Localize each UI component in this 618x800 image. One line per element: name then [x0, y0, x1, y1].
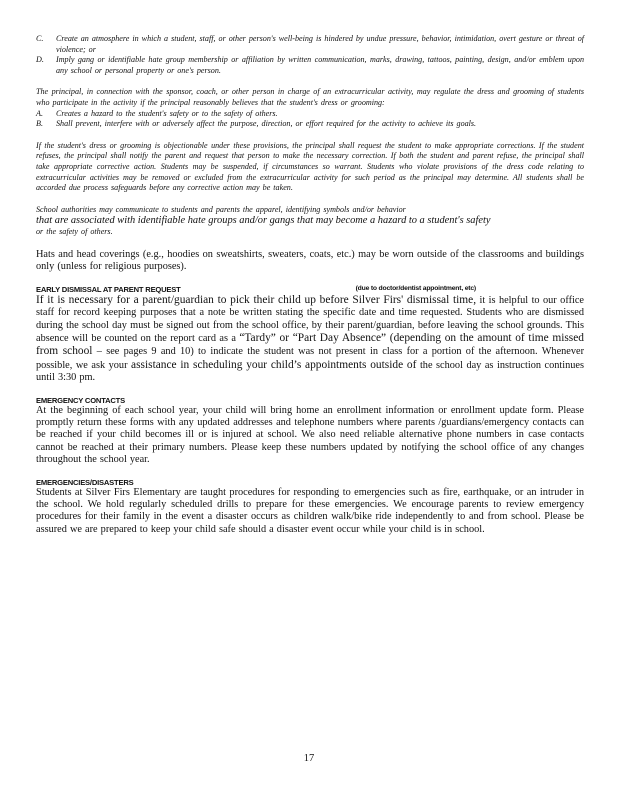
early-dismissal-lead: If it is necessary for a parent/guardian to pick their child up before Silver Firs' dismissal time, [36, 293, 477, 306]
list-text: Imply gang or identifiable hate group membership or affiliation by written communication, marks, drawing, tattoos, painting, design, and/or emblem upon any school or personal property or one's person. [56, 55, 584, 75]
list-text: Shall prevent, interfere with or adversely affect the purpose, direction, or effort required for the activity to achieve its goals. [56, 119, 477, 129]
early-dismissal-body-3: the school day as instruction continues until 3:30 pm. [36, 359, 584, 384]
list-label: B. [36, 119, 43, 129]
authorities-line-3: or the safety of others. [36, 227, 113, 237]
page-number: 17 [303, 753, 315, 764]
list-label: A. [36, 108, 43, 118]
list-item-a [36, 109, 584, 120]
early-dismissal-section [36, 285, 584, 385]
section-heading: EARLY DISMISSAL AT PARENT REQUEST [36, 284, 181, 294]
list-item-d [36, 55, 584, 76]
tardy-phrase: “Tardy” or “Part Day Absence” (depending on the amount of time missed from school [36, 331, 584, 358]
section-heading: EMERGENCIES/DISASTERS [36, 477, 134, 487]
hats-paragraph: Hats and head coverings (e.g., hoodies on sweatshirts, sweaters, coats, etc.) may be worn outside of the classrooms and buildings only (unless for religious purposes). [36, 248, 584, 273]
emergencies-disasters-section [36, 478, 584, 537]
early-dismissal-body-2: – see pages 9 and 10) to indicate the student was not present in class for a portion of the afternoon. Whenever possible, we ask your [36, 346, 585, 371]
section-heading: EMERGENCY CONTACTS [36, 395, 125, 405]
objectionable-paragraph: If the student's dress or grooming is objectionable under these provisions, the principal shall request the student to make appropriate corrections. If the student refuses, the principal shall notify the parent and request that person to make the necessary correction. If both the student and parent refuse, the principal shall take appropriate corrective action. Students may be suspended, if circumstances so warrant. Students who violate provisions of the dress code relating to extracurricular activities may be removed or excluded from the extracurricular activity for such period as the principal may determine. All students shall be accorded due process safeguards before any corrective action may be taken. [36, 140, 584, 193]
list-label: D. [36, 55, 44, 65]
principal-paragraph: The principal, in connection with the sponsor, coach, or other person in charge of an extracurricular activity, may regulate the dress and grooming of students who participate in the activity if the principal reasonably believes that the student's dress or grooming: [36, 87, 584, 107]
emergency-contacts-text: At the beginning of each school year, your child will bring home an enrollment information or enrollment update form. Please promptly return these forms with any updated addresses and telephone numbers where parents /guardians/emergency contacts can be reached if your child becomes ill or is injured at school. We also need reliable alternative phone numbers in case contacts cannot be reached at their primary numbers. Please keep these numbers updated by notifying the school office of any changes throughout the school year. [36, 404, 584, 466]
list-label: C. [36, 34, 44, 43]
section-heading-note: (due to doctor/dentist appointment, etc) [355, 284, 476, 292]
list-text: Create an atmosphere in which a student, staff, or other person's well-being is hindered by undue pressure, behavior, intimidation, overt gesture or threat of violence; or [56, 34, 584, 54]
early-dismissal-heading [36, 285, 476, 294]
list-item-c [36, 34, 584, 55]
early-dismissal-text [36, 294, 584, 385]
assistance-phrase: assistance in scheduling your child’s appointments outside of [131, 358, 417, 371]
list-text: Creates a hazard to the student's safety or to the safety of others. [56, 108, 278, 118]
authorities-paragraph [36, 205, 584, 238]
emergency-contacts-section [36, 396, 584, 467]
authorities-line-2: that are associated with identifiable hate groups and/or gangs that may become a hazard to a student's safety [36, 215, 491, 227]
list-item-b [36, 119, 584, 130]
authorities-line-1: School authorities may communicate to students and parents the apparel, identifying symbols and/or behavior [36, 204, 406, 214]
early-dismissal-body-1: it is helpful to our office staff for record keeping purposes that a note be written stating the specific date and time requested. Students who are dismissed during the school day must be signed out from the school office, by their parent/guardian, before leaving the school grounds. This absence will be counted on the report card as a [36, 294, 584, 344]
document-page [36, 34, 584, 536]
emergencies-disasters-text: Students at Silver Firs Elementary are taught procedures for responding to emergencies such as fire, earthquake, or an intruder in the school. We hold regularly scheduled drills to prepare for these emergencies. We encourage parents to review emergency procedures for their family in the event a disaster occurs as children walk/bike ride independently to and from school. Please be assured we are prepared to keep your child safe should a disaster event occur while your child is in school. [36, 486, 584, 535]
